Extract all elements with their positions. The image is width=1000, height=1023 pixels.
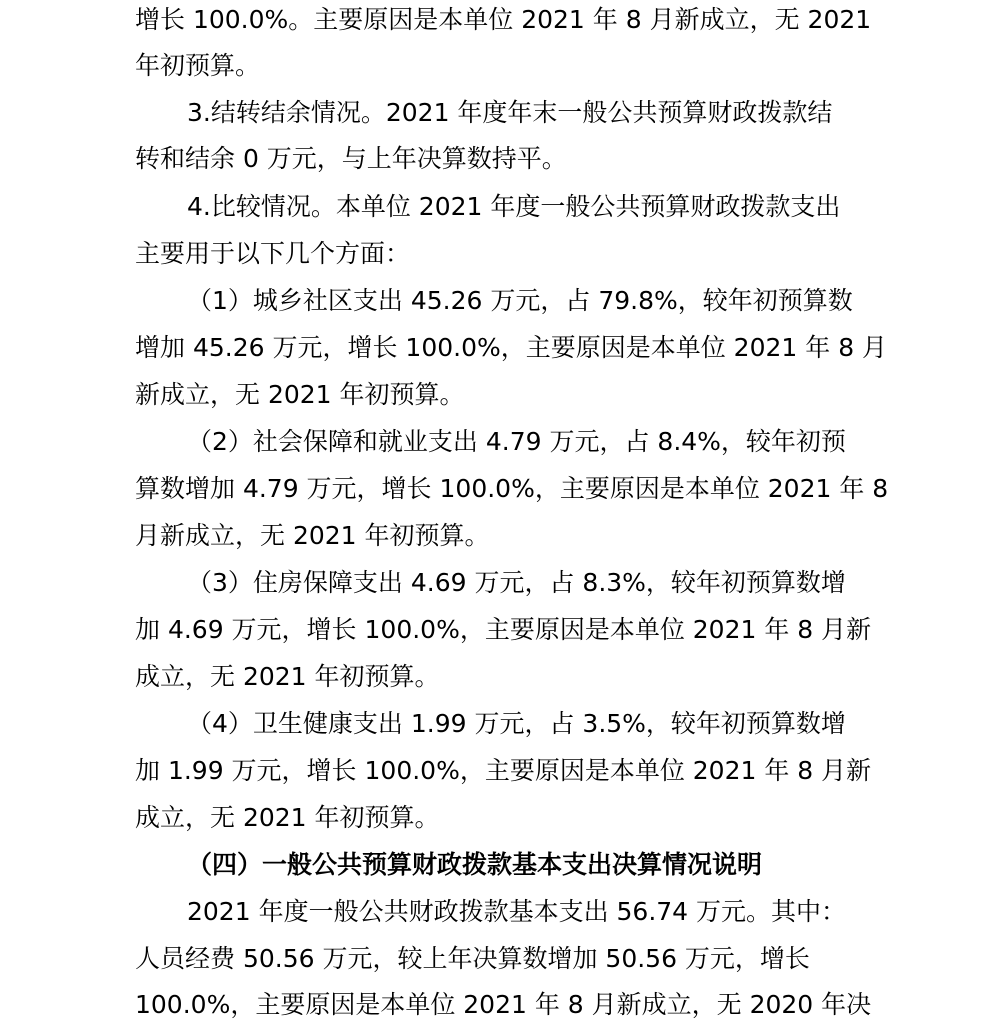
section-heading: （四）一般公共预算财政拨款基本支出决算情况说明 <box>187 850 763 879</box>
paragraph-line: 增加 45.26 万元，增长 100.0%，主要原因是本单位 2021 年 8 月 <box>135 333 888 362</box>
paragraph-line: 年初预算。 <box>135 51 261 80</box>
paragraph-line: 成立，无 2021 年初预算。 <box>135 803 440 832</box>
paragraph-line: （4）卫生健康支出 1.99 万元，占 3.5%，较年初预算数增 <box>187 709 846 738</box>
paragraph-line: 新成立，无 2021 年初预算。 <box>135 380 465 409</box>
paragraph-line: 100.0%，主要原因是本单位 2021 年 8 月新成立，无 2020 年决 <box>135 990 872 1019</box>
paragraph-line: （3）住房保障支出 4.69 万元，占 8.3%，较年初预算数增 <box>187 568 846 597</box>
paragraph-line: 转和结余 0 万元，与上年决算数持平。 <box>135 144 567 173</box>
paragraph-line: 2021 年度一般公共财政拨款基本支出 56.74 万元。其中： <box>187 897 847 926</box>
paragraph-line: 主要用于以下几个方面： <box>135 239 411 268</box>
paragraph-line: （2）社会保障和就业支出 4.79 万元，占 8.4%，较年初预 <box>187 427 846 456</box>
paragraph-line: 算数增加 4.79 万元，增长 100.0%，主要原因是本单位 2021 年 8 <box>135 474 889 503</box>
paragraph-line: 成立，无 2021 年初预算。 <box>135 662 440 691</box>
paragraph-line: 月新成立，无 2021 年初预算。 <box>135 521 490 550</box>
paragraph-line: 3.结转结余情况。2021 年度年末一般公共预算财政拨款结 <box>187 98 833 127</box>
paragraph-line: 加 1.99 万元，增长 100.0%，主要原因是本单位 2021 年 8 月新 <box>135 756 872 785</box>
paragraph-line: 4.比较情况。本单位 2021 年度一般公共预算财政拨款支出 <box>187 192 841 221</box>
paragraph-line: 增长 100.0%。主要原因是本单位 2021 年 8 月新成立，无 2021 <box>135 5 872 34</box>
paragraph-line: 加 4.69 万元，增长 100.0%，主要原因是本单位 2021 年 8 月新 <box>135 615 872 644</box>
paragraph-line: （1）城乡社区支出 45.26 万元，占 79.8%，较年初预算数 <box>187 286 853 315</box>
paragraph-line: 人员经费 50.56 万元，较上年决算数增加 50.56 万元，增长 <box>135 944 810 973</box>
